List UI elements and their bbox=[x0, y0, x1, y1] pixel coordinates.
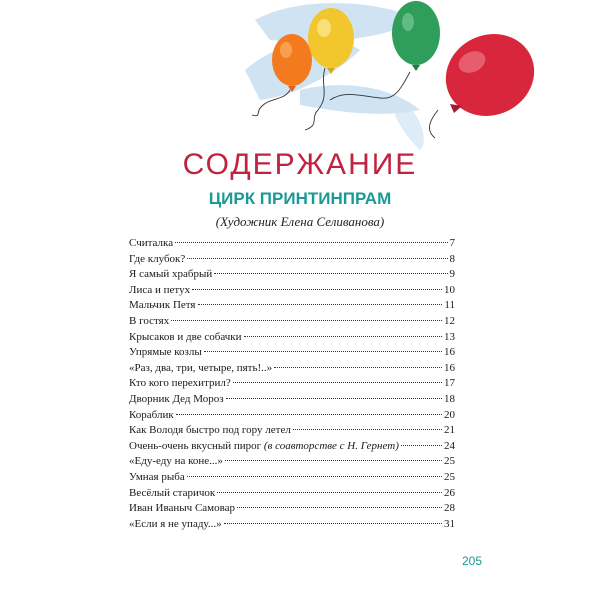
toc-entry-title bbox=[129, 330, 242, 346]
toc-entry bbox=[129, 361, 455, 377]
toc-entry-title-text: Дворник Дед Мороз bbox=[129, 392, 224, 405]
toc-entry-title bbox=[129, 486, 215, 502]
dot-leader bbox=[175, 242, 447, 243]
toc-entry bbox=[129, 439, 455, 455]
balloons-illustration bbox=[0, 0, 600, 160]
toc-entry-title bbox=[129, 392, 224, 408]
dot-leader bbox=[225, 460, 442, 461]
toc-entry-title-text: Очень-очень вкусный пирог bbox=[129, 439, 264, 452]
toc-heading: СОДЕРЖАНИЕ bbox=[182, 148, 418, 181]
toc-entry-title bbox=[129, 252, 185, 268]
toc-entry-title-text: Как Володя быстро под гору летел bbox=[129, 424, 291, 437]
toc-entry-title bbox=[129, 314, 169, 330]
toc-entry-title bbox=[129, 283, 190, 299]
toc-entry-page: 8 bbox=[449, 252, 455, 265]
toc-entry bbox=[129, 501, 455, 517]
toc-entry-title bbox=[129, 361, 272, 377]
toc-entry-title bbox=[129, 517, 222, 533]
dot-leader bbox=[192, 289, 442, 290]
toc-entry bbox=[129, 470, 455, 486]
toc-entry-page: 10 bbox=[444, 283, 455, 296]
toc-entry-title bbox=[129, 470, 185, 486]
toc-entry bbox=[129, 314, 455, 330]
toc-entry bbox=[129, 376, 455, 392]
toc-entry bbox=[129, 392, 455, 408]
toc-entry-page: 16 bbox=[444, 346, 455, 359]
toc-entry-title-text: Где клубок? bbox=[129, 252, 186, 265]
dot-leader bbox=[233, 382, 442, 383]
toc-entry bbox=[129, 267, 455, 283]
toc-entry-title-text: Умная рыба bbox=[129, 470, 185, 483]
toc-entry bbox=[129, 345, 455, 361]
dot-leader bbox=[176, 414, 442, 415]
toc-entry-title-text: Кто кого перехитрил? bbox=[129, 377, 231, 390]
toc-entry-page: 20 bbox=[444, 408, 455, 421]
toc-entry-page: 13 bbox=[444, 330, 455, 343]
toc-entry bbox=[129, 330, 455, 346]
green-balloon bbox=[392, 1, 440, 71]
dot-leader bbox=[171, 320, 442, 321]
toc-entry-page: 31 bbox=[444, 517, 455, 530]
page-number: 205 bbox=[462, 554, 483, 568]
toc-entry-title-text: «Раз, два, три, четыре, пять!..» bbox=[129, 361, 273, 374]
toc-entry-title bbox=[129, 501, 235, 517]
dot-leader bbox=[293, 429, 442, 430]
toc-entry-page: 21 bbox=[444, 424, 455, 437]
toc-entry-title bbox=[129, 267, 212, 283]
toc-entry-page: 9 bbox=[449, 268, 455, 281]
toc-entry-page: 16 bbox=[444, 361, 455, 374]
toc-entry-title bbox=[129, 423, 291, 439]
dot-leader bbox=[224, 523, 442, 524]
dot-leader bbox=[217, 492, 442, 493]
toc-entry-title-text: Крысаков и две собачки bbox=[129, 330, 242, 343]
toc-entry-title bbox=[129, 236, 173, 252]
toc-entry-page: 25 bbox=[444, 455, 455, 468]
toc-entry-title bbox=[129, 439, 399, 455]
toc-entry bbox=[129, 408, 455, 424]
toc-entry-title bbox=[129, 345, 202, 361]
toc-entry-title bbox=[129, 376, 231, 392]
dot-leader bbox=[204, 351, 442, 352]
dot-leader bbox=[274, 367, 442, 368]
toc-entry-title-text: Мальчик Петя bbox=[129, 299, 196, 312]
dot-leader bbox=[187, 476, 442, 477]
dot-leader bbox=[237, 507, 442, 508]
red-balloon bbox=[432, 20, 547, 131]
toc-entry-title-text: Лиса и петух bbox=[129, 283, 191, 296]
toc-entry bbox=[129, 298, 455, 314]
section-title: ЦИРК ПРИНТИНПРАМ bbox=[208, 189, 392, 208]
toc-entry-page: 18 bbox=[444, 392, 455, 405]
toc-entry-title-text: «Еду-еду на коне...» bbox=[129, 455, 223, 468]
toc-entry-title-text: Я самый храбрый bbox=[129, 268, 213, 281]
toc-entry-title bbox=[129, 454, 223, 470]
toc-entry-title-text: Весёлый старичок bbox=[129, 486, 216, 499]
toc-entry bbox=[129, 423, 455, 439]
toc-entry bbox=[129, 454, 455, 470]
toc-entry-page: 26 bbox=[444, 486, 455, 499]
toc-entry-title bbox=[129, 298, 196, 314]
dot-leader bbox=[198, 304, 443, 305]
toc-entry bbox=[129, 517, 455, 533]
toc-entry-page: 12 bbox=[444, 314, 455, 327]
toc-entry-title-text: «Если я не упаду...» bbox=[129, 517, 222, 530]
toc-entry bbox=[129, 236, 455, 252]
dot-leader bbox=[214, 273, 447, 274]
dot-leader bbox=[401, 445, 442, 446]
toc-entry-title-text: Иван Иваныч Самовар bbox=[129, 502, 236, 515]
toc-entry-note: (в соавторстве с Н. Гернет) bbox=[263, 439, 399, 452]
toc-entry-page: 17 bbox=[444, 377, 455, 390]
toc-entry bbox=[129, 252, 455, 268]
toc-entry-title-text: Считалка bbox=[129, 237, 174, 249]
dot-leader bbox=[187, 258, 447, 259]
toc-entry-page: 28 bbox=[444, 502, 455, 515]
toc-entry bbox=[129, 486, 455, 502]
toc-entry-page: 24 bbox=[444, 439, 455, 452]
dot-leader bbox=[226, 398, 442, 399]
toc-entry-page: 25 bbox=[444, 470, 455, 483]
section-subtitle: (Художник Елена Селиванова) bbox=[215, 214, 385, 229]
dot-leader bbox=[244, 336, 442, 337]
toc-entry-title bbox=[129, 408, 174, 424]
toc-entry-page: 11 bbox=[444, 299, 455, 312]
toc-entry-title-text: Упрямые козлы bbox=[129, 346, 202, 359]
toc-entry bbox=[129, 283, 455, 299]
toc-entry-title-text: Кораблик bbox=[129, 408, 174, 421]
toc-entry-page: 7 bbox=[449, 237, 455, 249]
toc-entry-title-text: В гостях bbox=[129, 314, 170, 327]
table-of-contents bbox=[129, 236, 455, 532]
